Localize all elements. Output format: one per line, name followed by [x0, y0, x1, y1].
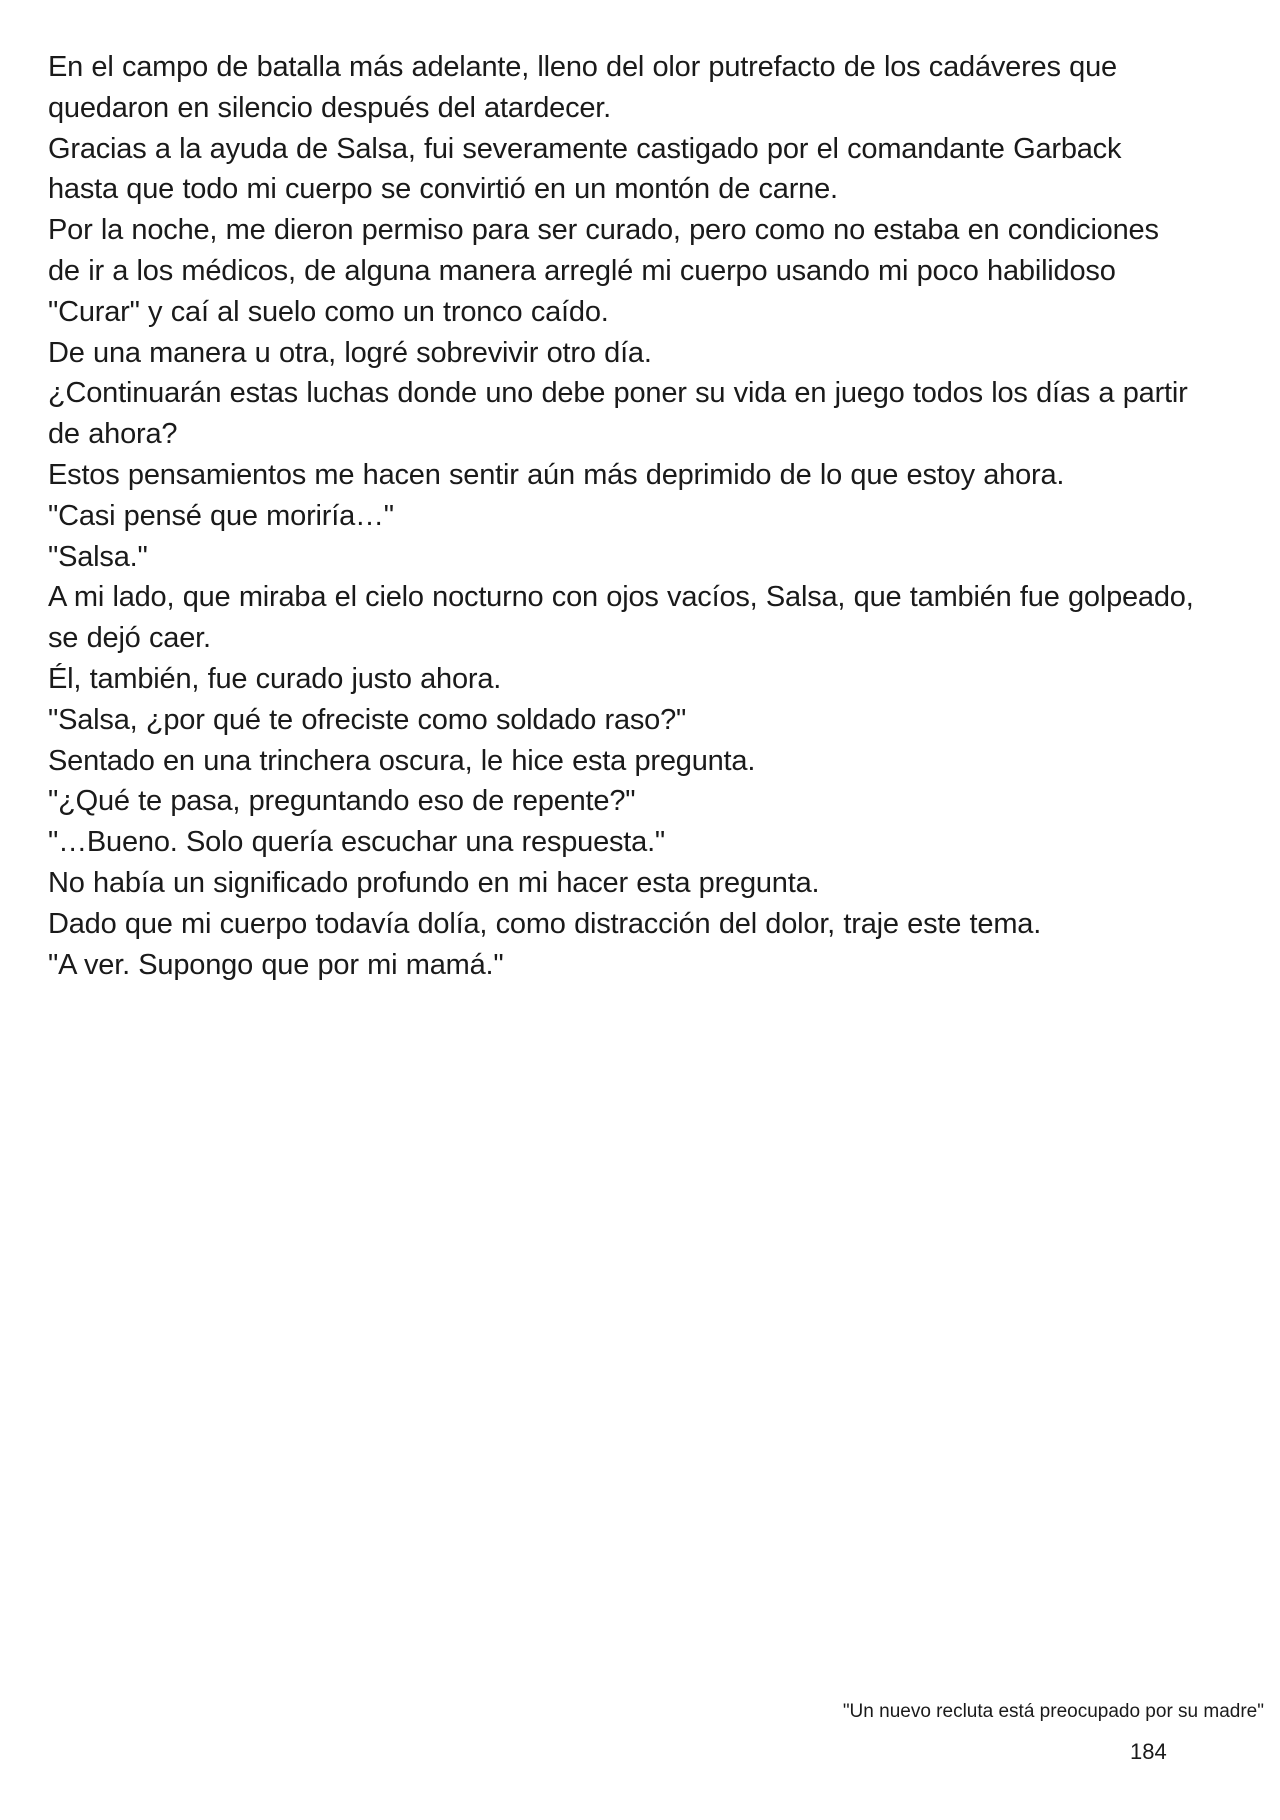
paragraph: De una manera u otra, logré sobrevivir otro día.	[48, 336, 652, 369]
paragraph: "…Bueno. Solo quería escuchar una respuesta."	[48, 826, 666, 859]
paragraph: "Casi pensé que moriría…"	[48, 499, 394, 532]
paragraph: Estos pensamientos me hacen sentir aún más deprimido de lo que estoy ahora.	[48, 458, 1065, 491]
paragraph: "Salsa, ¿por qué te ofreciste como soldado raso?"	[48, 703, 687, 736]
paragraph: No había un significado profundo en mi hacer esta pregunta.	[48, 866, 820, 899]
paragraph: "A ver. Supongo que por mi mamá."	[48, 948, 504, 981]
paragraph: Él, también, fue curado justo ahora.	[48, 662, 502, 695]
paragraph: A mi lado, que miraba el cielo nocturno con ojos vacíos, Salsa, que también fue golpeado, se dejó caer.	[48, 581, 1194, 655]
paragraph: Sentado en una trinchera oscura, le hice esta pregunta.	[48, 744, 756, 777]
running-footer-title: "Un nuevo recluta está preocupado por su madre"	[842, 1701, 1264, 1722]
paragraph: "¿Qué te pasa, preguntando eso de repente?"	[48, 785, 636, 818]
paragraph: En el campo de batalla más adelante, lleno del olor putrefacto de los cadáveres que quedaron en silencio después del atardecer.	[48, 51, 1117, 124]
paragraph: Gracias a la ayuda de Salsa, fui severamente castigado por el comandante Garback hasta que todo mi cuerpo se convirtió en un montón de carne.	[48, 132, 1122, 206]
paragraph: Dado que mi cuerpo todavía dolía, como distracción del dolor, traje este tema.	[48, 907, 1042, 940]
paragraph: Por la noche, me dieron permiso para ser curado, pero como no estaba en condiciones de ir a los médicos, de alguna manera arreglé mi cuerpo usando mi poco habilidoso "Curar" y caí al suelo como un tronco caído.	[48, 214, 1159, 328]
page-number: 184	[1130, 1739, 1167, 1764]
paragraph: "Salsa."	[48, 540, 148, 573]
paragraph: ¿Continuarán estas luchas donde uno debe poner su vida en juego todos los días a partir de ahora?	[48, 377, 1188, 451]
page-body	[48, 47, 1198, 985]
